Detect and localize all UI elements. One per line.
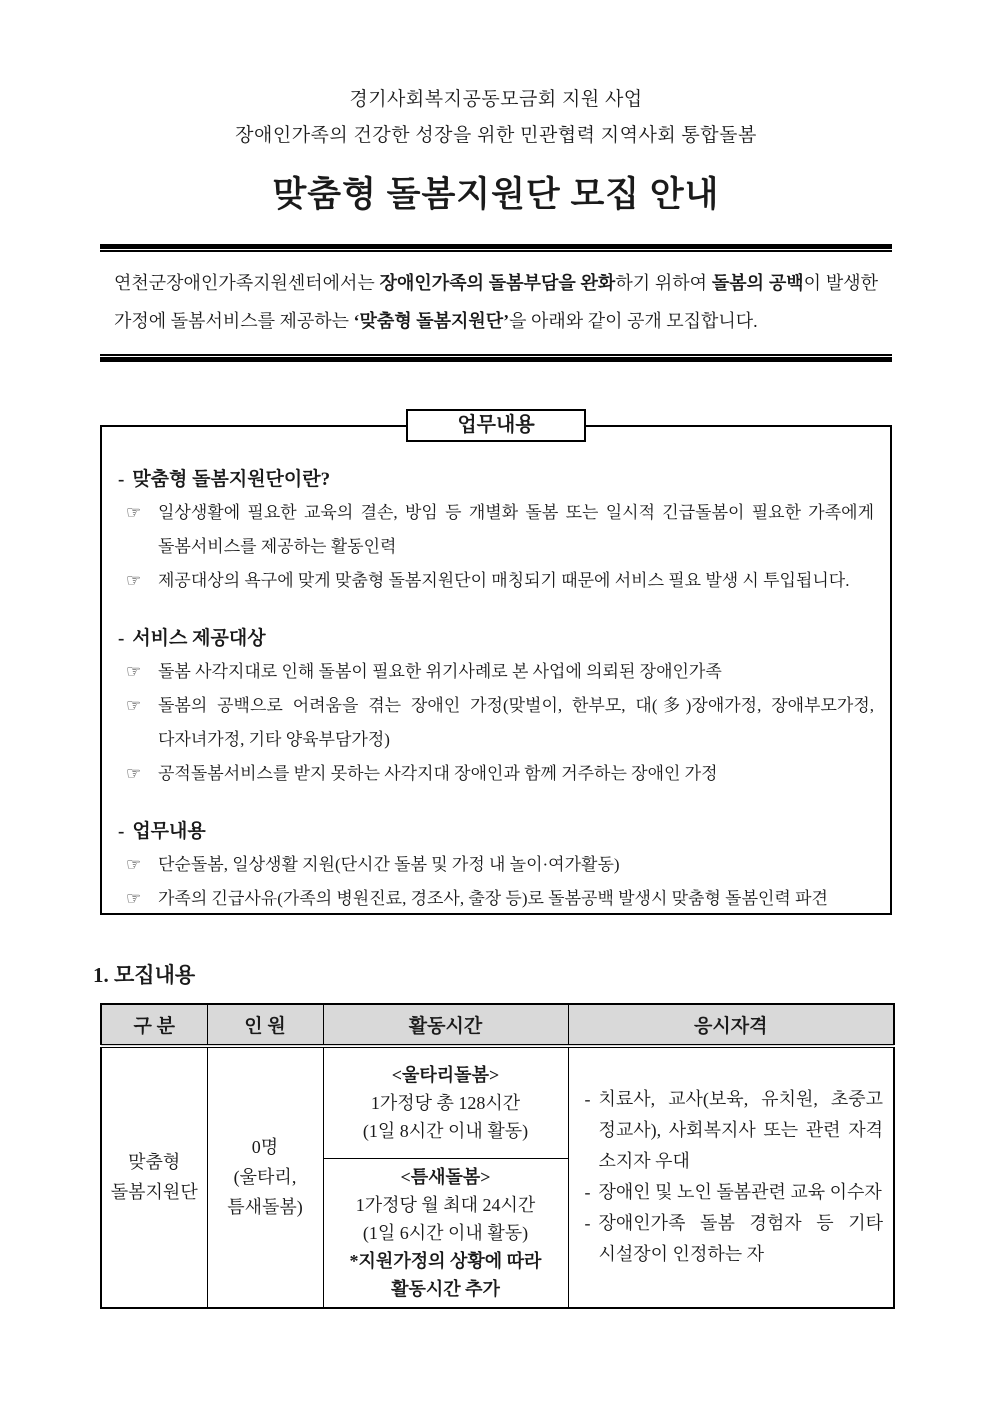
divider-top <box>100 244 892 252</box>
table-header-row <box>101 1004 894 1046</box>
duty-section-definition <box>118 464 874 598</box>
table-row <box>101 1046 894 1158</box>
col-header-hours: 활동시간 <box>323 1004 568 1046</box>
duty-section-tasks <box>118 816 874 916</box>
qualification-item <box>577 1208 884 1270</box>
intro-run: 하기 위하여 <box>615 273 712 293</box>
duty-box-label: 업무내용 <box>406 409 586 442</box>
bullet-text: 돌봄 사각지대로 인해 돌봄이 필요한 위기사례로 본 사업에 의뢰된 장애인가족 <box>158 662 722 681</box>
bullet-item <box>126 564 874 598</box>
section-title: 서비스 제공대상 <box>132 628 266 649</box>
activity-line: (1일 8시간 이내 활동) <box>362 1120 529 1141</box>
header-subtitle-2: 장애인가족의 건강한 성장을 위한 민관협력 지역사회 통합돌봄 <box>235 125 757 146</box>
headcount-line: 0명 <box>251 1137 279 1158</box>
activity-line: (1일 6시간 이내 활동) <box>362 1222 529 1243</box>
duty-section-targets <box>118 623 874 791</box>
dash-marker: - <box>118 821 125 842</box>
qualification-text: 치료사, 교사(보육, 유치원, 초중고 정교사), 사회복지사 또는 관련 자격 소지자 우대 <box>598 1089 883 1172</box>
pointing-hand-icon: ☞ <box>126 855 142 874</box>
pointing-hand-icon: ☞ <box>126 889 142 908</box>
cell-eligibility <box>568 1046 894 1308</box>
intro-paragraph <box>100 252 892 354</box>
activity-note: 활동시간 추가 <box>391 1278 500 1299</box>
header-subtitle-1: 경기사회복지공동모금회 지원 사업 <box>349 89 643 110</box>
col-header-category: 구 분 <box>101 1004 207 1046</box>
dash-marker: - <box>584 1182 591 1203</box>
bullet-item <box>126 882 874 916</box>
activity-line: 1가정당 월 최대 24시간 <box>355 1194 536 1215</box>
pointing-hand-icon: ☞ <box>126 662 142 681</box>
page-title: 맞춤형 돌봄지원단 모집 안내 <box>272 175 720 214</box>
category-line: 맞춤형 <box>128 1152 181 1173</box>
bullet-item <box>126 689 874 757</box>
dash-marker: - <box>584 1213 591 1234</box>
intro-run: 연천군장애인가족지원센터에서는 <box>114 273 380 293</box>
bullet-text: 일상생활에 필요한 교육의 결손, 방임 등 개별화 돌봄 또는 일시적 긴급돌봄이 필요한 가족에게 돌봄서비스를 제공하는 활동인력 <box>158 503 874 556</box>
duty-section <box>100 414 892 915</box>
dash-marker: - <box>118 628 125 649</box>
activity-line: 1가정당 총 128시간 <box>370 1092 521 1113</box>
activity-title: <틈새돌봄> <box>400 1166 491 1187</box>
dash-marker: - <box>118 469 125 490</box>
section-title-row <box>118 816 874 848</box>
bullet-item <box>126 757 874 791</box>
intro-run-bold: 돌봄의 공백 <box>711 273 804 293</box>
pointing-hand-icon: ☞ <box>126 764 142 783</box>
qualification-item <box>577 1084 884 1177</box>
activity-title: <울타리돌봄> <box>391 1064 500 1085</box>
bullet-text: 단순돌봄, 일상생활 지원(단시간 돌봄 및 가정 내 놀이·여가활동) <box>158 855 620 874</box>
section-title: 업무내용 <box>132 821 206 842</box>
recruitment-table <box>100 1003 895 1309</box>
pointing-hand-icon: ☞ <box>126 571 142 590</box>
col-header-headcount: 인 원 <box>207 1004 323 1046</box>
pointing-hand-icon: ☞ <box>126 503 142 522</box>
bullet-item <box>126 496 874 564</box>
bullet-item <box>126 655 874 689</box>
pointing-hand-icon: ☞ <box>126 696 142 715</box>
bullet-text: 가족의 긴급사유(가족의 병원진료, 경조사, 출장 등)로 돌봄공백 발생시 맞춤형 돌봄인력 파견 <box>158 889 828 908</box>
cell-activity-fence <box>323 1046 568 1158</box>
category-line: 돌봄지원단 <box>110 1182 198 1203</box>
dash-marker: - <box>584 1089 591 1110</box>
qualification-text: 장애인 및 노인 돌봄관련 교육 이수자 <box>598 1182 882 1203</box>
section-title-row <box>118 464 874 496</box>
section-title-row <box>118 623 874 655</box>
intro-run: 을 아래와 같이 공개 모집합니다. <box>509 311 758 331</box>
headcount-line: 틈새돌봄) <box>227 1197 303 1218</box>
intro-run: 이 발생한 가정에 돌봄서비스를 제공하는 <box>114 273 878 331</box>
bullet-text: 돌봄의 공백으로 어려움을 겪는 장애인 가정(맞벌이, 한부모, 대(多)장애가정, 장애부모가정, 다자녀가정, 기타 양육부담가정) <box>158 696 874 749</box>
bullet-item <box>126 848 874 882</box>
intro-run-bold: 장애인가족의 돌봄부담을 완화 <box>379 273 616 293</box>
col-header-eligibility: 응시자격 <box>568 1004 894 1046</box>
cell-headcount <box>207 1046 323 1308</box>
qualification-text: 장애인가족 돌봄 경험자 등 기타 시설장이 인정하는 자 <box>598 1213 883 1265</box>
bullet-text: 제공대상의 욕구에 맞게 맞춤형 돌봄지원단이 매칭되기 때문에 서비스 필요 발생 시 투입됩니다. <box>158 571 850 590</box>
section-title: 맞춤형 돌봄지원단이란? <box>132 469 331 490</box>
bullet-text: 공적돌봄서비스를 받지 못하는 사각지대 장애인과 함께 거주하는 장애인 가정 <box>158 764 718 783</box>
cell-activity-gap <box>323 1158 568 1308</box>
activity-note: *지원가정의 상황에 따라 <box>349 1250 542 1271</box>
recruitment-heading: 1. 모집내용 <box>93 963 196 987</box>
cell-category <box>101 1046 207 1308</box>
duty-box <box>100 425 892 915</box>
intro-run-bold: ‘맞춤형 돌봄지원단’ <box>353 311 510 331</box>
divider-bottom <box>100 354 892 362</box>
qualification-item <box>577 1177 884 1208</box>
headcount-line: (울타리, <box>233 1167 297 1188</box>
